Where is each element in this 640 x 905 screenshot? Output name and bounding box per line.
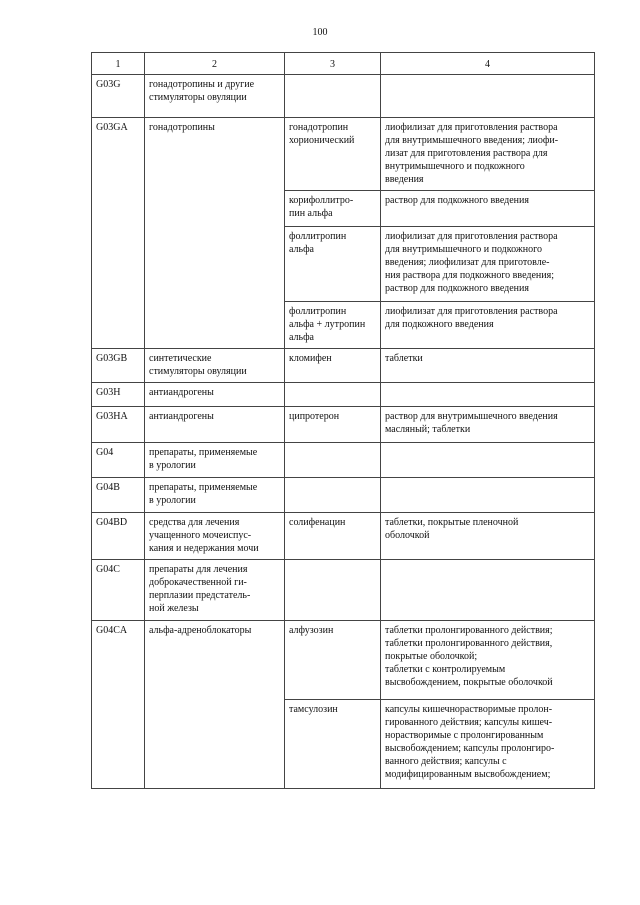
drug-name bbox=[285, 383, 381, 407]
column-header: 4 bbox=[381, 53, 595, 75]
table-row bbox=[92, 560, 595, 621]
dosage-form: лиофилизат для приготовления раствора для подкожного введения bbox=[381, 302, 595, 349]
table-row bbox=[92, 75, 595, 118]
group-name: препараты, применяемые в урологии bbox=[145, 478, 285, 513]
group-name: альфа-адреноблокаторы bbox=[145, 621, 285, 789]
dosage-form bbox=[381, 75, 595, 118]
atc-code: G04C bbox=[92, 560, 145, 621]
dosage-form bbox=[381, 443, 595, 478]
dosage-form: таблетки bbox=[381, 349, 595, 383]
group-name: антиандрогены bbox=[145, 383, 285, 407]
table-row bbox=[92, 118, 595, 191]
drug-table bbox=[91, 52, 595, 789]
drug-name bbox=[285, 560, 381, 621]
atc-code: G03G bbox=[92, 75, 145, 118]
drug-name: кломифен bbox=[285, 349, 381, 383]
group-name: препараты для лечения доброкачественной ги- перплазии предстатель- ной железы bbox=[145, 560, 285, 621]
page-number: 100 bbox=[312, 27, 328, 38]
group-name: гонадотропины и другие стимуляторы овуляции bbox=[145, 75, 285, 118]
table-row bbox=[92, 443, 595, 478]
column-header: 2 bbox=[145, 53, 285, 75]
drug-name: гонадотропин хорионический bbox=[285, 118, 381, 191]
group-name: препараты, применяемые в урологии bbox=[145, 443, 285, 478]
drug-name bbox=[285, 75, 381, 118]
drug-name: алфузозин bbox=[285, 621, 381, 700]
group-name: антиандрогены bbox=[145, 407, 285, 443]
dosage-form: капсулы кишечнорастворимые пролон- гированного действия; капсулы кишеч- норастворимые с пролонгированным высвобождением; капсулы пролонгиро- ванного действия; капсулы с модифицированным высвобождением; bbox=[381, 700, 595, 789]
drug-name bbox=[285, 443, 381, 478]
table-row bbox=[92, 478, 595, 513]
dosage-form bbox=[381, 560, 595, 621]
column-header: 1 bbox=[92, 53, 145, 75]
atc-code: G03GB bbox=[92, 349, 145, 383]
drug-name: солифенацин bbox=[285, 513, 381, 560]
table-row bbox=[92, 383, 595, 407]
drug-name: тамсулозин bbox=[285, 700, 381, 789]
group-name: синтетические стимуляторы овуляции bbox=[145, 349, 285, 383]
table-row bbox=[92, 513, 595, 560]
atc-code: G04 bbox=[92, 443, 145, 478]
atc-code: G03HA bbox=[92, 407, 145, 443]
atc-code: G04BD bbox=[92, 513, 145, 560]
atc-code: G03H bbox=[92, 383, 145, 407]
dosage-form bbox=[381, 383, 595, 407]
dosage-form: раствор для внутримышечного введения масляный; таблетки bbox=[381, 407, 595, 443]
dosage-form: раствор для подкожного введения bbox=[381, 191, 595, 227]
dosage-form: таблетки пролонгированного действия; таблетки пролонгированного действия, покрытые оболочкой; таблетки с контролируемым высвобождением, покрытые оболочкой bbox=[381, 621, 595, 700]
table-row bbox=[92, 407, 595, 443]
table-row bbox=[92, 621, 595, 700]
drug-name bbox=[285, 478, 381, 513]
drug-name: фоллитропин альфа bbox=[285, 227, 381, 302]
atc-code: G04B bbox=[92, 478, 145, 513]
group-name: гонадотропины bbox=[145, 118, 285, 349]
group-name: средства для лечения учащенного мочеиспус- кания и недержания мочи bbox=[145, 513, 285, 560]
dosage-form: лиофилизат для приготовления раствора для внутримышечного и подкожного введения; лиофилизат для приготовле- ния раствора для подкожного введения; раствор для подкожного введения bbox=[381, 227, 595, 302]
dosage-form: лиофилизат для приготовления раствора для внутримышечного введения; лиофи- лизат для приготовления раствора для внутримышечного и подкожного введения bbox=[381, 118, 595, 191]
dosage-form bbox=[381, 478, 595, 513]
table-header-row bbox=[92, 53, 595, 75]
drug-name: корифоллитро- пин альфа bbox=[285, 191, 381, 227]
atc-code: G03GA bbox=[92, 118, 145, 349]
drug-name: ципротерон bbox=[285, 407, 381, 443]
drug-name: фоллитропин альфа + лутропин альфа bbox=[285, 302, 381, 349]
atc-code: G04CA bbox=[92, 621, 145, 789]
column-header: 3 bbox=[285, 53, 381, 75]
dosage-form: таблетки, покрытые пленочной оболочкой bbox=[381, 513, 595, 560]
table-row bbox=[92, 349, 595, 383]
